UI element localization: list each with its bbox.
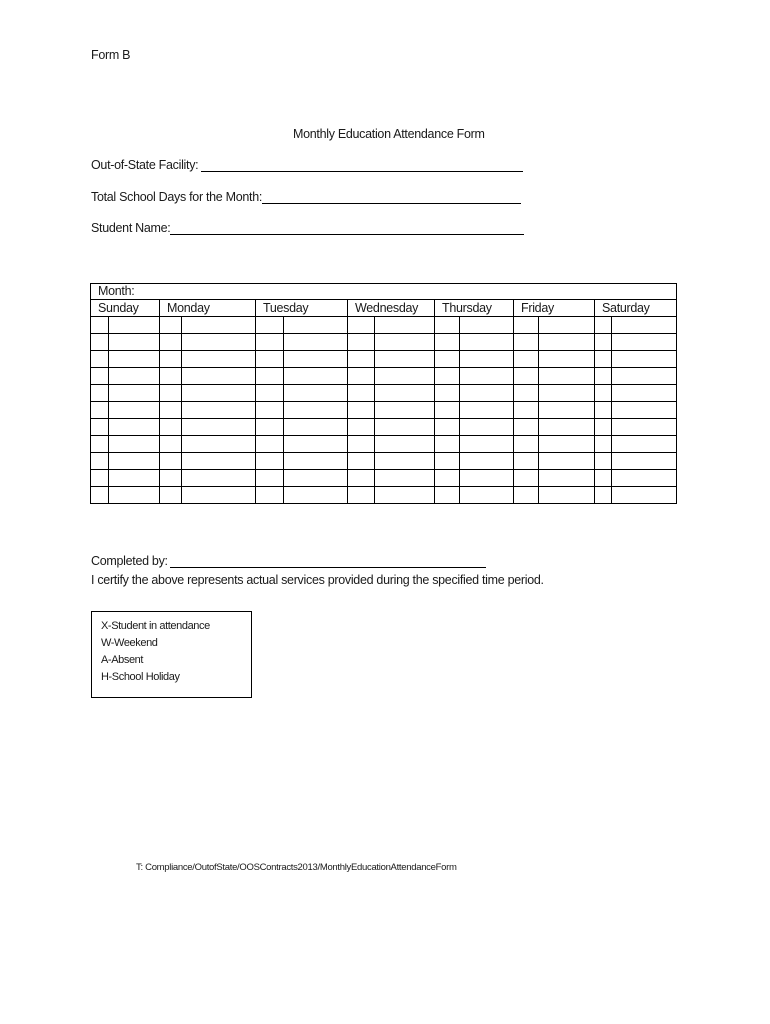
day-header-monday: Monday: [160, 300, 256, 317]
calendar-mark-cell[interactable]: [284, 453, 348, 470]
calendar-week-row: [91, 368, 677, 385]
calendar-mark-cell[interactable]: [460, 487, 514, 504]
calendar-date-cell[interactable]: [514, 317, 539, 334]
calendar-mark-cell[interactable]: [182, 419, 256, 436]
calendar-date-cell[interactable]: [595, 470, 612, 487]
calendar-date-cell[interactable]: [435, 368, 460, 385]
calendar-mark-cell[interactable]: [375, 385, 435, 402]
calendar-mark-cell[interactable]: [460, 334, 514, 351]
calendar-mark-cell[interactable]: [182, 470, 256, 487]
calendar-mark-cell[interactable]: [612, 368, 677, 385]
file-path-footer: T: Compliance/OutofState/OOSContracts2013/MonthlyEducationAttendanceForm: [136, 862, 457, 873]
calendar-mark-cell[interactable]: [539, 334, 595, 351]
calendar-mark-cell[interactable]: [109, 334, 160, 351]
calendar-mark-cell[interactable]: [284, 385, 348, 402]
calendar-date-cell[interactable]: [514, 402, 539, 419]
calendar-week-row: [91, 334, 677, 351]
school-days-field[interactable]: [262, 203, 521, 204]
calendar-date-cell[interactable]: [595, 368, 612, 385]
calendar-mark-cell[interactable]: [612, 436, 677, 453]
calendar-date-cell[interactable]: [435, 453, 460, 470]
calendar-mark-cell[interactable]: [460, 368, 514, 385]
calendar-mark-cell[interactable]: [539, 402, 595, 419]
calendar-mark-cell[interactable]: [109, 351, 160, 368]
completed-by-field[interactable]: [170, 567, 486, 568]
calendar-mark-cell[interactable]: [539, 453, 595, 470]
calendar-date-cell[interactable]: [348, 402, 375, 419]
calendar-date-cell[interactable]: [595, 419, 612, 436]
calendar-mark-cell[interactable]: [109, 453, 160, 470]
calendar-date-cell[interactable]: [595, 385, 612, 402]
calendar-date-cell[interactable]: [160, 436, 182, 453]
calendar-date-cell[interactable]: [435, 317, 460, 334]
calendar-date-cell[interactable]: [91, 453, 109, 470]
calendar-mark-cell[interactable]: [539, 487, 595, 504]
calendar-date-cell[interactable]: [595, 317, 612, 334]
calendar-mark-cell[interactable]: [182, 436, 256, 453]
day-header-row: [91, 300, 677, 317]
completed-by-label: Completed by:: [91, 554, 168, 568]
calendar-mark-cell[interactable]: [612, 453, 677, 470]
calendar-mark-cell[interactable]: [375, 487, 435, 504]
calendar-date-cell[interactable]: [514, 487, 539, 504]
calendar-mark-cell[interactable]: [612, 402, 677, 419]
certify-statement: I certify the above represents actual services provided during the specified time period.: [91, 573, 544, 587]
calendar-mark-cell[interactable]: [182, 368, 256, 385]
calendar-date-cell[interactable]: [348, 368, 375, 385]
calendar-mark-cell[interactable]: [109, 402, 160, 419]
calendar-date-cell[interactable]: [91, 402, 109, 419]
calendar-mark-cell[interactable]: [284, 351, 348, 368]
calendar-mark-cell[interactable]: [284, 402, 348, 419]
day-header-saturday: Saturday: [595, 300, 677, 317]
calendar-date-cell[interactable]: [91, 470, 109, 487]
calendar-mark-cell[interactable]: [182, 351, 256, 368]
calendar-mark-cell[interactable]: [612, 351, 677, 368]
calendar-date-cell[interactable]: [256, 368, 284, 385]
calendar-mark-cell[interactable]: [612, 419, 677, 436]
legend-item-attendance: X-Student in attendance: [101, 620, 210, 632]
calendar-date-cell[interactable]: [435, 419, 460, 436]
calendar-date-cell[interactable]: [435, 470, 460, 487]
calendar-date-cell[interactable]: [91, 385, 109, 402]
calendar-mark-cell[interactable]: [109, 317, 160, 334]
calendar-mark-cell[interactable]: [182, 453, 256, 470]
calendar-mark-cell[interactable]: [284, 436, 348, 453]
calendar-date-cell[interactable]: [514, 419, 539, 436]
facility-label: Out-of-State Facility:: [91, 158, 199, 172]
calendar-date-cell[interactable]: [256, 487, 284, 504]
calendar-mark-cell[interactable]: [109, 436, 160, 453]
calendar-mark-cell[interactable]: [109, 368, 160, 385]
calendar-date-cell[interactable]: [514, 436, 539, 453]
calendar-mark-cell[interactable]: [284, 419, 348, 436]
calendar-mark-cell[interactable]: [539, 470, 595, 487]
calendar-date-cell[interactable]: [160, 402, 182, 419]
legend-item-weekend: W-Weekend: [101, 637, 158, 649]
calendar-mark-cell[interactable]: [375, 436, 435, 453]
calendar-mark-cell[interactable]: [612, 385, 677, 402]
calendar-date-cell[interactable]: [256, 470, 284, 487]
calendar-date-cell[interactable]: [514, 334, 539, 351]
calendar-date-cell[interactable]: [256, 334, 284, 351]
calendar-date-cell[interactable]: [91, 419, 109, 436]
calendar-mark-cell[interactable]: [612, 470, 677, 487]
calendar-date-cell[interactable]: [514, 453, 539, 470]
calendar-mark-cell[interactable]: [375, 419, 435, 436]
day-header-friday: Friday: [514, 300, 595, 317]
calendar-mark-cell[interactable]: [460, 317, 514, 334]
calendar-date-cell[interactable]: [91, 334, 109, 351]
calendar-week-row: [91, 351, 677, 368]
calendar-date-cell[interactable]: [435, 334, 460, 351]
calendar-date-cell[interactable]: [514, 368, 539, 385]
calendar-mark-cell[interactable]: [182, 402, 256, 419]
calendar-week-row: [91, 436, 677, 453]
calendar-date-cell[interactable]: [160, 419, 182, 436]
calendar-mark-cell[interactable]: [460, 402, 514, 419]
calendar-date-cell[interactable]: [91, 487, 109, 504]
calendar-date-cell[interactable]: [514, 385, 539, 402]
calendar-date-cell[interactable]: [595, 402, 612, 419]
calendar-week-row: [91, 419, 677, 436]
calendar-date-cell[interactable]: [435, 487, 460, 504]
calendar-date-cell[interactable]: [348, 317, 375, 334]
calendar-mark-cell[interactable]: [539, 317, 595, 334]
calendar-mark-cell[interactable]: [612, 317, 677, 334]
calendar-mark-cell[interactable]: [182, 334, 256, 351]
calendar-date-cell[interactable]: [435, 402, 460, 419]
calendar-date-cell[interactable]: [595, 436, 612, 453]
calendar-date-cell[interactable]: [256, 453, 284, 470]
calendar-mark-cell[interactable]: [284, 317, 348, 334]
calendar-mark-cell[interactable]: [460, 436, 514, 453]
calendar-date-cell[interactable]: [256, 385, 284, 402]
month-header: Month:: [91, 284, 677, 300]
calendar-week-row: [91, 317, 677, 334]
calendar-date-cell[interactable]: [514, 351, 539, 368]
calendar-mark-cell[interactable]: [460, 351, 514, 368]
calendar-mark-cell[interactable]: [612, 487, 677, 504]
calendar-date-cell[interactable]: [256, 419, 284, 436]
calendar-mark-cell[interactable]: [182, 487, 256, 504]
calendar-date-cell[interactable]: [435, 436, 460, 453]
form-label: Form B: [91, 48, 131, 62]
calendar-mark-cell[interactable]: [539, 385, 595, 402]
calendar-mark-cell[interactable]: [375, 368, 435, 385]
calendar-week-row: [91, 470, 677, 487]
calendar-date-cell[interactable]: [348, 385, 375, 402]
calendar-mark-cell[interactable]: [109, 419, 160, 436]
calendar-mark-cell[interactable]: [109, 487, 160, 504]
calendar-week-row: [91, 385, 677, 402]
calendar-mark-cell[interactable]: [182, 385, 256, 402]
calendar-date-cell[interactable]: [348, 334, 375, 351]
calendar-date-cell[interactable]: [348, 487, 375, 504]
calendar-date-cell[interactable]: [348, 419, 375, 436]
calendar-week-row: [91, 487, 677, 504]
calendar-mark-cell[interactable]: [375, 351, 435, 368]
calendar-mark-cell[interactable]: [109, 470, 160, 487]
calendar-mark-cell[interactable]: [460, 385, 514, 402]
calendar-mark-cell[interactable]: [284, 334, 348, 351]
calendar-mark-cell[interactable]: [284, 470, 348, 487]
calendar-date-cell[interactable]: [91, 436, 109, 453]
day-header-sunday: Sunday: [91, 300, 160, 317]
calendar-date-cell[interactable]: [160, 385, 182, 402]
calendar-mark-cell[interactable]: [284, 487, 348, 504]
calendar-date-cell[interactable]: [256, 402, 284, 419]
calendar-date-cell[interactable]: [595, 487, 612, 504]
calendar-date-cell[interactable]: [91, 317, 109, 334]
calendar-date-cell[interactable]: [348, 436, 375, 453]
calendar-date-cell[interactable]: [595, 334, 612, 351]
calendar-date-cell[interactable]: [595, 351, 612, 368]
calendar-date-cell[interactable]: [160, 334, 182, 351]
calendar-date-cell[interactable]: [160, 487, 182, 504]
calendar-date-cell[interactable]: [160, 453, 182, 470]
calendar-mark-cell[interactable]: [182, 317, 256, 334]
calendar-week-row: [91, 453, 677, 470]
calendar-mark-cell[interactable]: [539, 419, 595, 436]
calendar-mark-cell[interactable]: [375, 317, 435, 334]
day-header-wednesday: Wednesday: [348, 300, 435, 317]
calendar-date-cell[interactable]: [435, 351, 460, 368]
day-header-tuesday: Tuesday: [256, 300, 348, 317]
calendar-date-cell[interactable]: [514, 470, 539, 487]
calendar-mark-cell[interactable]: [109, 385, 160, 402]
calendar-date-cell[interactable]: [256, 436, 284, 453]
student-name-field[interactable]: [170, 234, 524, 235]
calendar-date-cell[interactable]: [348, 470, 375, 487]
calendar-date-cell[interactable]: [595, 453, 612, 470]
calendar-date-cell[interactable]: [256, 317, 284, 334]
calendar-mark-cell[interactable]: [375, 470, 435, 487]
calendar-date-cell[interactable]: [348, 351, 375, 368]
student-name-label: Student Name:: [91, 221, 171, 235]
calendar-mark-cell[interactable]: [539, 351, 595, 368]
facility-field[interactable]: [201, 171, 523, 172]
legend-box: [91, 611, 252, 698]
page-title: Monthly Education Attendance Form: [293, 127, 485, 141]
calendar-mark-cell[interactable]: [460, 453, 514, 470]
calendar-mark-cell[interactable]: [375, 453, 435, 470]
calendar-mark-cell[interactable]: [460, 470, 514, 487]
calendar-date-cell[interactable]: [160, 317, 182, 334]
calendar-date-cell[interactable]: [160, 351, 182, 368]
calendar-date-cell[interactable]: [160, 470, 182, 487]
calendar-date-cell[interactable]: [160, 368, 182, 385]
calendar-date-cell[interactable]: [91, 368, 109, 385]
day-header-thursday: Thursday: [435, 300, 514, 317]
legend-item-holiday: H-School Holiday: [101, 671, 180, 683]
calendar-date-cell[interactable]: [91, 351, 109, 368]
calendar-date-cell[interactable]: [256, 351, 284, 368]
legend-item-absent: A-Absent: [101, 654, 144, 666]
calendar-mark-cell[interactable]: [460, 419, 514, 436]
attendance-calendar: [90, 283, 677, 504]
calendar-mark-cell[interactable]: [612, 334, 677, 351]
calendar-mark-cell[interactable]: [284, 368, 348, 385]
calendar-date-cell[interactable]: [348, 453, 375, 470]
school-days-label: Total School Days for the Month:: [91, 190, 263, 204]
calendar-mark-cell[interactable]: [539, 436, 595, 453]
calendar-mark-cell[interactable]: [539, 368, 595, 385]
calendar-week-row: [91, 402, 677, 419]
calendar-mark-cell[interactable]: [375, 334, 435, 351]
calendar-mark-cell[interactable]: [375, 402, 435, 419]
calendar-date-cell[interactable]: [435, 385, 460, 402]
